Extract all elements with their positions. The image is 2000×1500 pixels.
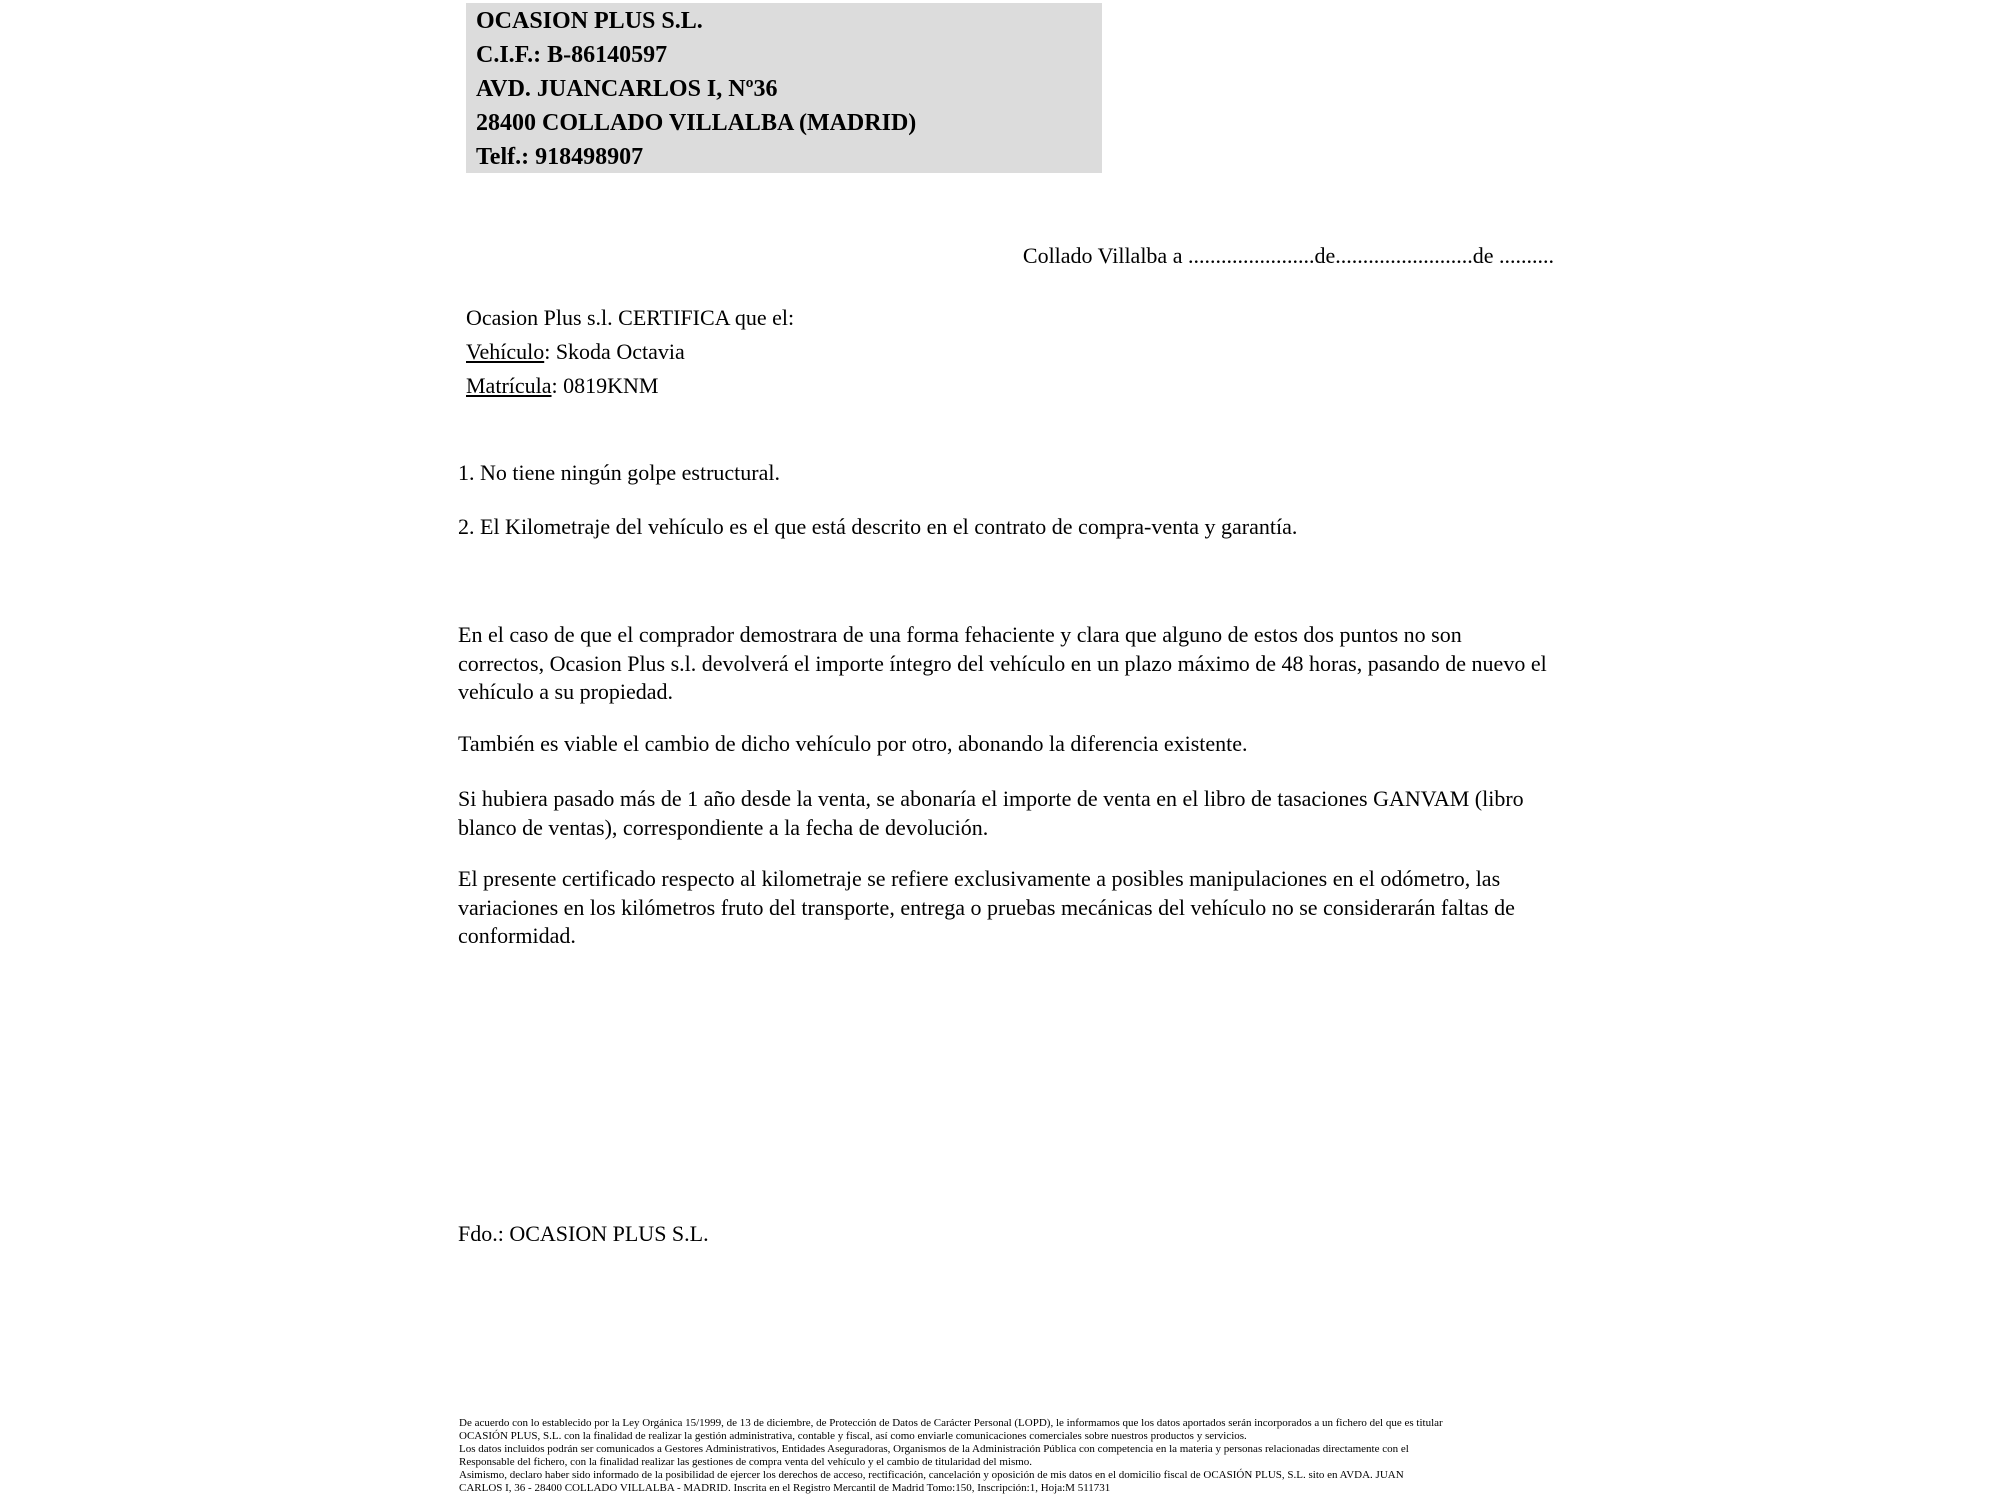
legal-line-2: OCASIÓN PLUS, S.L. con la finalidad de realizar la gestión administrativa, contable y fiscal, así como enviarle comunicaciones comerciales sobre nuestros productos y servicios.	[459, 1429, 1247, 1442]
company-city: 28400 COLLADO VILLALBA (MADRID)	[476, 110, 917, 136]
vehicle-value: : Skoda Octavia	[544, 339, 685, 364]
vehicle-label: Vehículo	[466, 339, 545, 364]
paragraph-odometer: El presente certificado respecto al kilometraje se refiere exclusivamente a posibles manipulaciones en el odómetro, las variaciones en los kilómetros fruto del transporte, entrega o pruebas mecánicas del vehículo no se considerarán faltas de conformidad.	[458, 866, 1515, 948]
company-address: AVD. JUANCARLOS I, Nº36	[476, 76, 778, 102]
plate-value: : 0819KNM	[551, 373, 659, 398]
paragraph-exchange: También es viable el cambio de dicho vehículo por otro, abonando la diferencia existente.	[458, 731, 1248, 756]
date-line: Collado Villalba a .......................de.........................de ..........	[1022, 243, 1554, 268]
company-name: OCASION PLUS S.L.	[476, 8, 703, 34]
point-1: 1. No tiene ningún golpe estructural.	[458, 460, 780, 485]
legal-line-4: Responsable del fichero, con la finalidad realizar las gestiones de compra venta del vehículo y el cambio de titularidad del mismo.	[459, 1455, 1033, 1468]
legal-line-5: Asimismo, declaro haber sido informado de la posibilidad de ejercer los derechos de acceso, rectificación, cancelación y oposición de mis datos en el domicilio fiscal de OCASIÓN PLUS, S.L. sito en AVDA. JUAN	[459, 1468, 1404, 1481]
plate-label: Matrícula	[466, 373, 552, 398]
signature-line: Fdo.: OCASION PLUS S.L.	[458, 1221, 709, 1246]
paragraph-refund: En el caso de que el comprador demostrara de una forma fehaciente y clara que alguno de estos dos puntos no son correctos, Ocasion Plus s.l. devolverá el importe íntegro del vehículo en un plazo máximo de 48 horas, pasando de nuevo el vehículo a su propiedad.	[458, 622, 1547, 704]
paragraph-ganvam: Si hubiera pasado más de 1 año desde la venta, se abonaría el importe de venta en el libro de tasaciones GANVAM (libro blanco de ventas), correspondiente a la fecha de devolución.	[458, 786, 1524, 840]
legal-footer	[459, 1417, 1443, 1494]
company-phone: Telf.: 918498907	[476, 144, 644, 170]
legal-line-6: CARLOS I, 36 - 28400 COLLADO VILLALBA - MADRID. Inscrita en el Registro Mercantil de Madrid Tomo:150, Inscripción:1, Hoja:M 511731	[459, 1481, 1111, 1494]
legal-line-3: Los datos incluidos podrán ser comunicados a Gestores Administrativos, Entidades Aseguradoras, Organismos de la Administración Pública con competencia en la materia y personas relacionadas directamente con el	[459, 1442, 1409, 1455]
vehicle-row	[466, 335, 794, 369]
point-2: 2. El Kilometraje del vehículo es el que está descrito en el contrato de compra-venta y garantía.	[458, 514, 1298, 539]
certify-intro: Ocasion Plus s.l. CERTIFICA que el:	[466, 305, 795, 330]
company-cif: C.I.F.: B-86140597	[476, 42, 668, 68]
plate-row	[466, 369, 794, 403]
certification-block	[466, 301, 794, 403]
legal-line-1: De acuerdo con lo establecido por la Ley Orgánica 15/1999, de 13 de diciembre, de Protección de Datos de Carácter Personal (LOPD), le informamos que los datos aportados serán incorporados a un fichero del que es titular	[459, 1417, 1443, 1429]
company-header-box	[466, 3, 1102, 173]
